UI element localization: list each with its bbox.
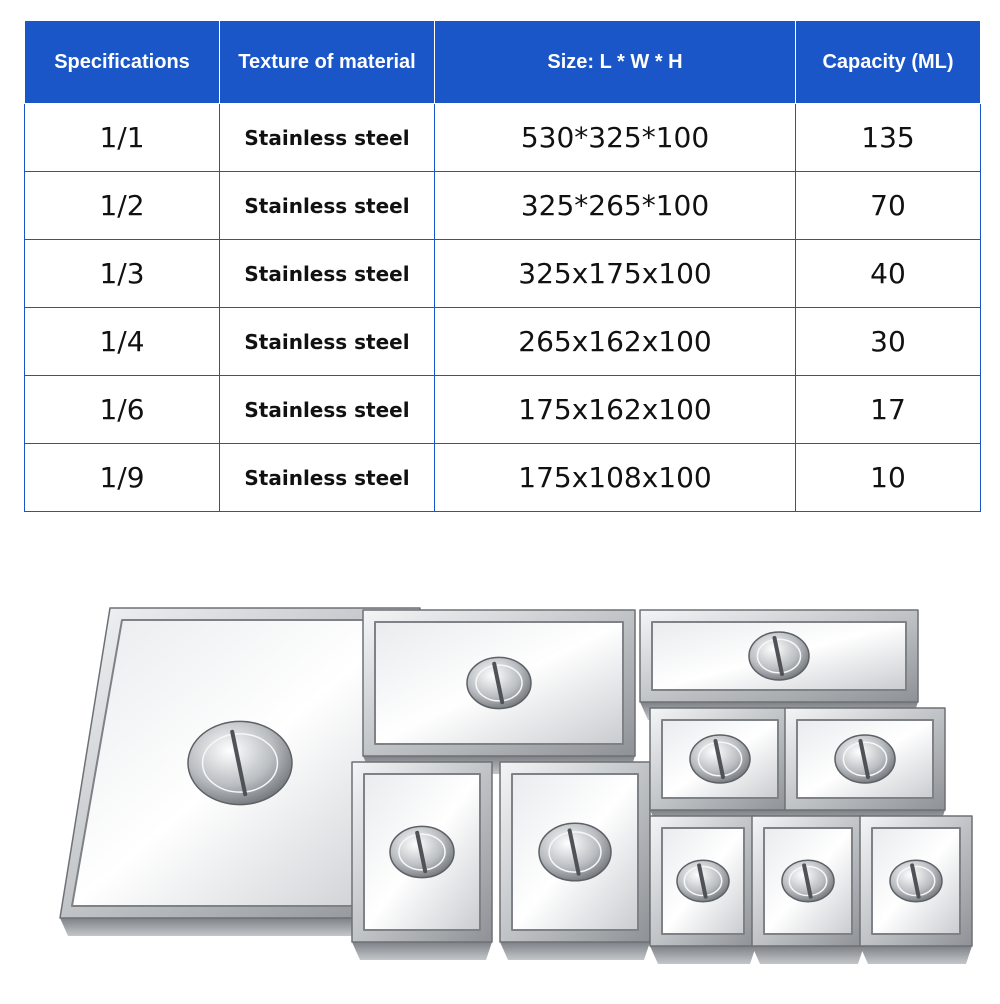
spec-cell: 1/1 (25, 104, 220, 172)
spec-cell: 1/3 (25, 240, 220, 308)
size-cell: 325*265*100 (435, 172, 796, 240)
capacity-cell: 17 (796, 376, 981, 444)
size-cell: 265x162x100 (435, 308, 796, 376)
header-size: Size: L * W * H (435, 21, 796, 104)
header-capacity: Capacity (ML) (796, 21, 981, 104)
pan (650, 708, 790, 828)
pan (650, 816, 756, 964)
table-header-row (25, 21, 981, 104)
capacity-cell: 30 (796, 308, 981, 376)
header-material: Texture of material (220, 21, 435, 104)
spec-cell: 1/2 (25, 172, 220, 240)
product-photo (0, 540, 1000, 1000)
table-row (25, 308, 981, 376)
size-cell: 530*325*100 (435, 104, 796, 172)
capacity-cell: 135 (796, 104, 981, 172)
table-row (25, 172, 981, 240)
size-cell: 175x162x100 (435, 376, 796, 444)
table-row (25, 240, 981, 308)
material-cell: Stainless steel (220, 172, 435, 240)
size-cell: 325x175x100 (435, 240, 796, 308)
pan (860, 816, 972, 964)
gastronorm-pans-illustration (0, 540, 1000, 1000)
pan (752, 816, 864, 964)
table-row (25, 444, 981, 512)
pan (500, 762, 650, 960)
material-cell: Stainless steel (220, 104, 435, 172)
header-specifications: Specifications (25, 21, 220, 104)
spec-cell: 1/4 (25, 308, 220, 376)
spec-cell: 1/9 (25, 444, 220, 512)
spec-cell: 1/6 (25, 376, 220, 444)
capacity-cell: 40 (796, 240, 981, 308)
capacity-cell: 70 (796, 172, 981, 240)
pan (785, 708, 945, 828)
pan (352, 762, 492, 960)
pan (363, 610, 635, 774)
material-cell: Stainless steel (220, 240, 435, 308)
spec-table (24, 20, 981, 512)
material-cell: Stainless steel (220, 444, 435, 512)
table-row (25, 376, 981, 444)
pan (640, 610, 918, 720)
size-cell: 175x108x100 (435, 444, 796, 512)
capacity-cell: 10 (796, 444, 981, 512)
table-row (25, 104, 981, 172)
material-cell: Stainless steel (220, 308, 435, 376)
material-cell: Stainless steel (220, 376, 435, 444)
